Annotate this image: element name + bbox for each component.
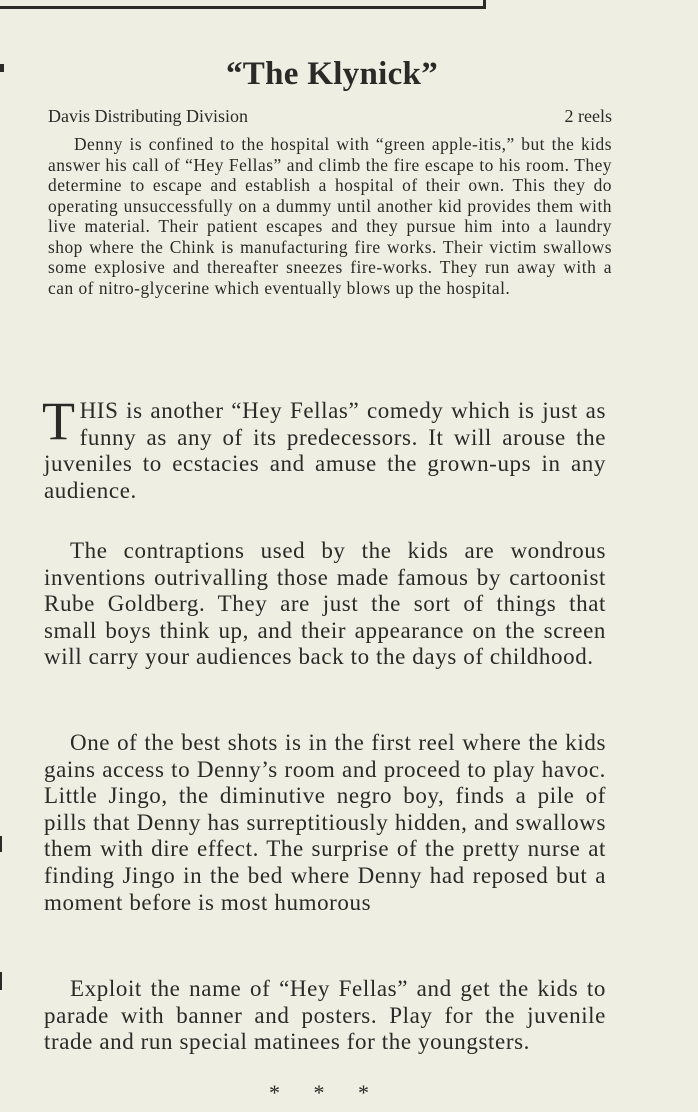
film-meta [48,106,612,127]
edge-mark [0,836,2,852]
review-paragraph-1 [42,391,606,504]
top-rule [0,0,486,9]
review-paragraph-4: Exploit the name of “Hey Fellas” and get the kids to parade with banner and posters. Play for the juvenile trade and run special matinees for the youngsters. [44,976,606,1055]
review-paragraph-2: The contraptions used by the kids are wondrous inventions outrivalling those made famous by cartoonist Rube Goldberg. They are just the sort of things that small boys think up, and their appearance on the screen will carry your audiences back to the days of childhood. [44,538,606,670]
distributor: Davis Distributing Division [48,106,249,126]
review-paragraph-3: One of the best shots is in the first reel where the kids gains access to Denny’s room and proceed to play havoc. Little Jingo, the diminutive negro boy, finds a pile of pills that Denny has surreptitiously hidden, and swallows them with dire effect. The surprise of the pretty nurse at finding Jingo in the bed where Denny had reposed but a moment before is most humorous [44,730,606,915]
reel-count: 2 reels [564,106,612,126]
edge-mark [0,972,2,990]
synopsis: Denny is confined to the hospital with “green apple-itis,” but the kids answer his call of “Hey Fellas” and climb the fire escape to his room. They determine to escape and establish a hospital of their own. This they do operating unsuccessfully on a dummy until another kid provides them with live material. Their patient escapes and they pursue him into a laundry shop where the Chink is manufacturing fire works. Their victim swallows some explosive and thereafter sneezes fire-works. They run away with a can of nitro-glycerine which eventually blows up the hospital. [48,134,612,298]
review-paragraph-1-text: HIS is another “Hey Fellas” comedy which is just as funny as any of its predecessors. It will arouse the juveniles to ecstacies and amuse the grown-ups in any audience. [44,398,606,503]
drop-cap: T [42,391,76,451]
section-separator: * * * [269,1080,383,1105]
article-title: “The Klynick” [225,56,439,92]
